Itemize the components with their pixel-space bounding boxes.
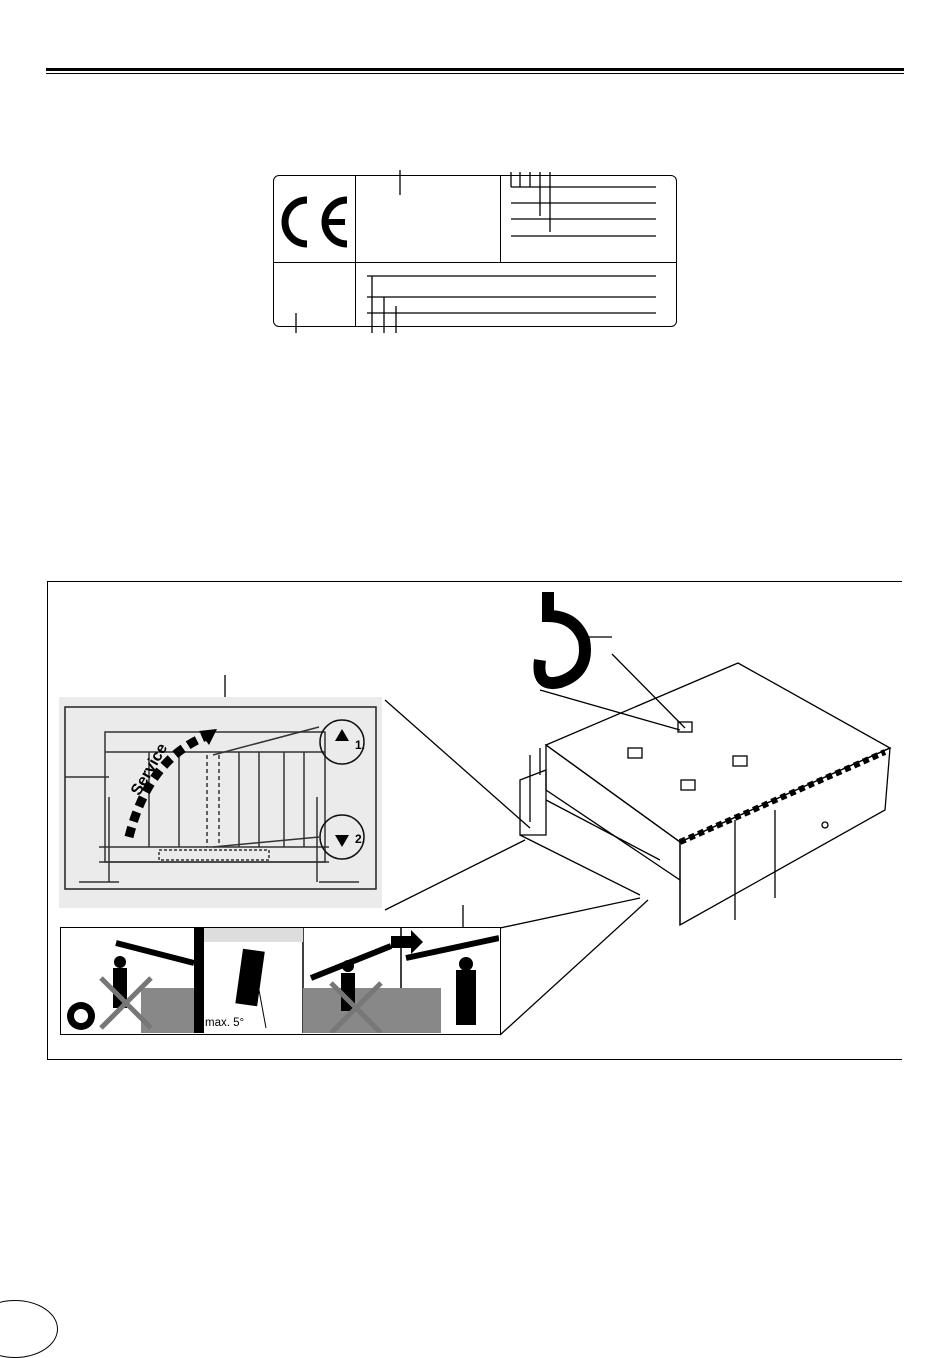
service-label: Service (128, 740, 172, 799)
max-tilt-label: max. 5° (205, 1017, 245, 1029)
service-step-1: 1. (355, 738, 366, 752)
service-step-2: 2. (355, 832, 366, 846)
